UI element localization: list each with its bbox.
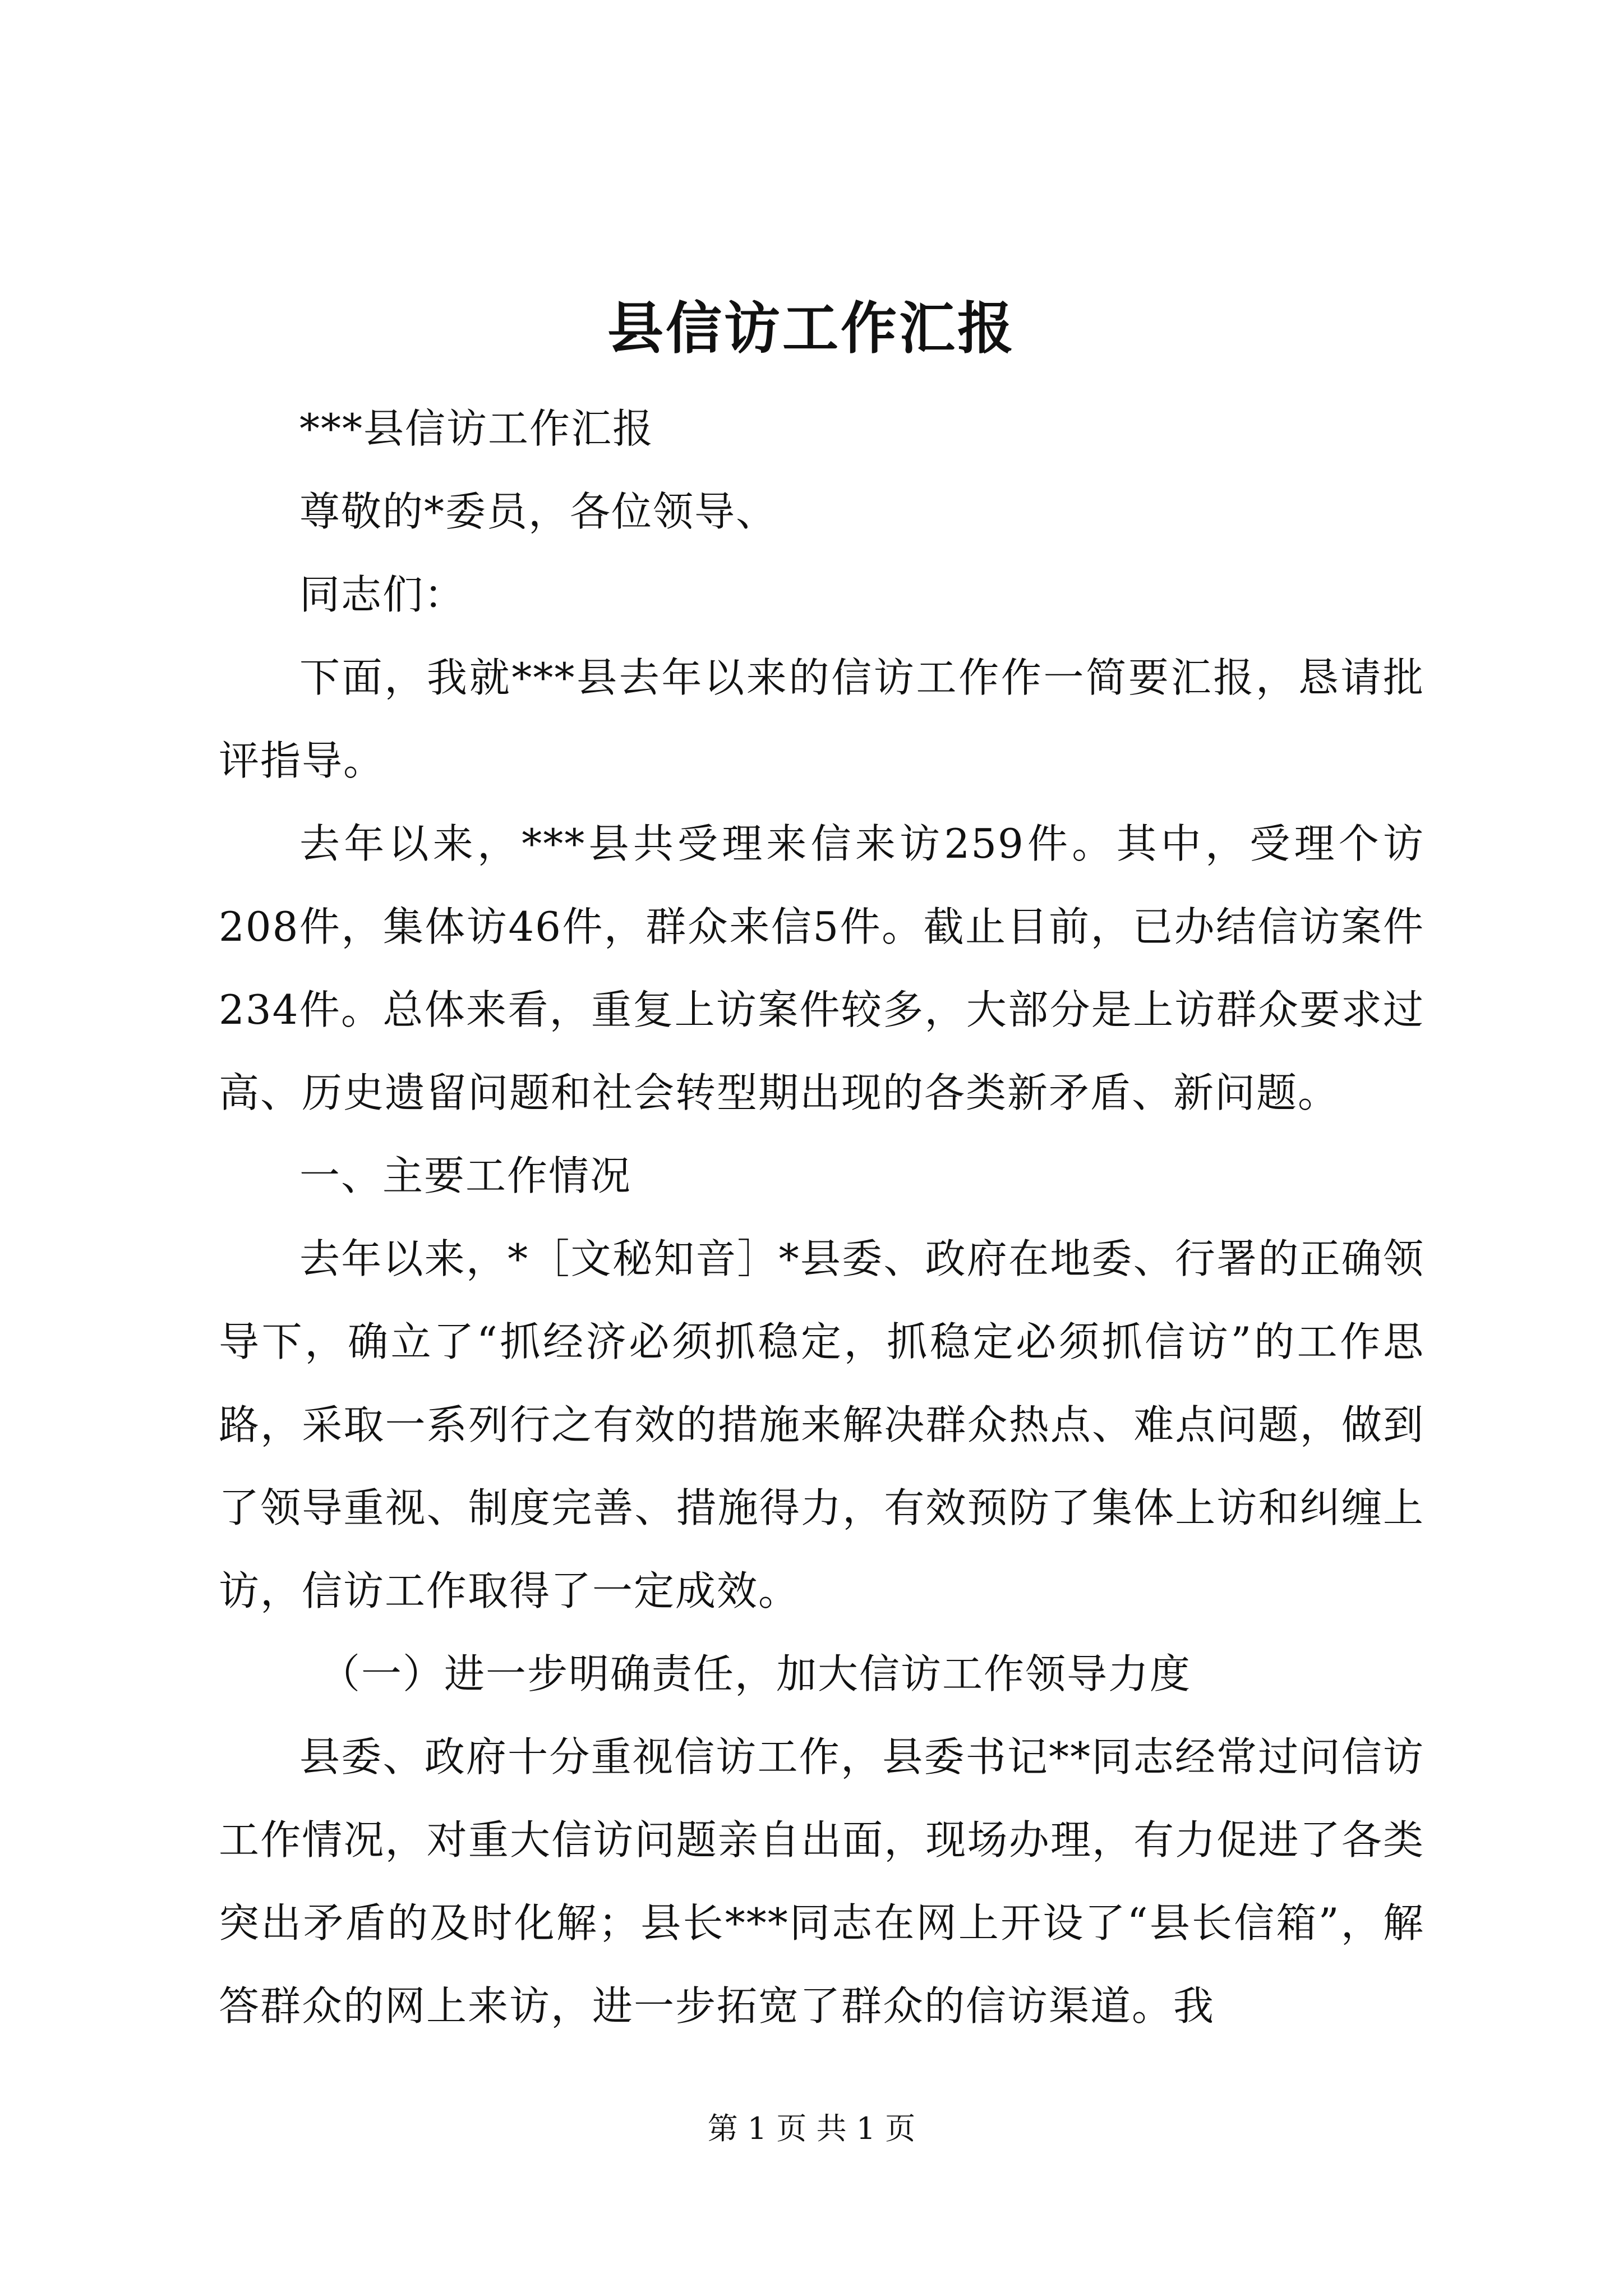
paragraph-intro: 下面，我就***县去年以来的信访工作作一简要汇报，恳请批评指导。 bbox=[219, 654, 1424, 784]
subsection-heading-1: （一）进一步明确责任，加大信访工作领导力度 bbox=[320, 1650, 1192, 1697]
paragraph-statistics: 去年以来，***县共受理来信来访259件。其中，受理个访208件，集体访46件，群众来信5件。截止目前，已办结信访案件234件。总体来看，重复上访案件较多，大部分是上访群众要求过高、历史遗留问题和社会转型期出现的各类新矛盾、新问题。 bbox=[219, 820, 1424, 1116]
paragraph-leadership: 县委、政府十分重视信访工作，县委书记**同志经常过问信访工作情况，对重大信访问题亲自出面，现场办理，有力促进了各类突出矛盾的及时化解；县长***同志在网上开设了“县长信箱”，解答群众的网上来访，进一步拓宽了群众的信访渠道。我 bbox=[219, 1733, 1424, 2030]
section-heading-1: 一、主要工作情况 bbox=[299, 1152, 632, 1199]
paragraph-heading: ***县信访工作汇报 bbox=[299, 405, 654, 452]
paragraph-salutation-cont: 同志们： bbox=[299, 571, 466, 618]
document-body bbox=[219, 387, 1424, 2047]
paragraph-work-overview: 去年以来，*［文秘知音］*县委、政府在地委、行署的正确领导下，确立了“抓经济必须抓稳定，抓稳定必须抓信访”的工作思路，采取一系列行之有效的措施来解决群众热点、难点问题，做到了领导重视、制度完善、措施得力，有效预防了集体上访和纠缠上访，信访工作取得了一定成效。 bbox=[219, 1235, 1424, 1614]
document-title: 县信访工作汇报 bbox=[607, 295, 1016, 361]
paragraph-salutation: 尊敬的*委员，各位领导、 bbox=[299, 488, 778, 535]
page-footer: 第 1 页 共 1 页 bbox=[707, 2111, 916, 2146]
